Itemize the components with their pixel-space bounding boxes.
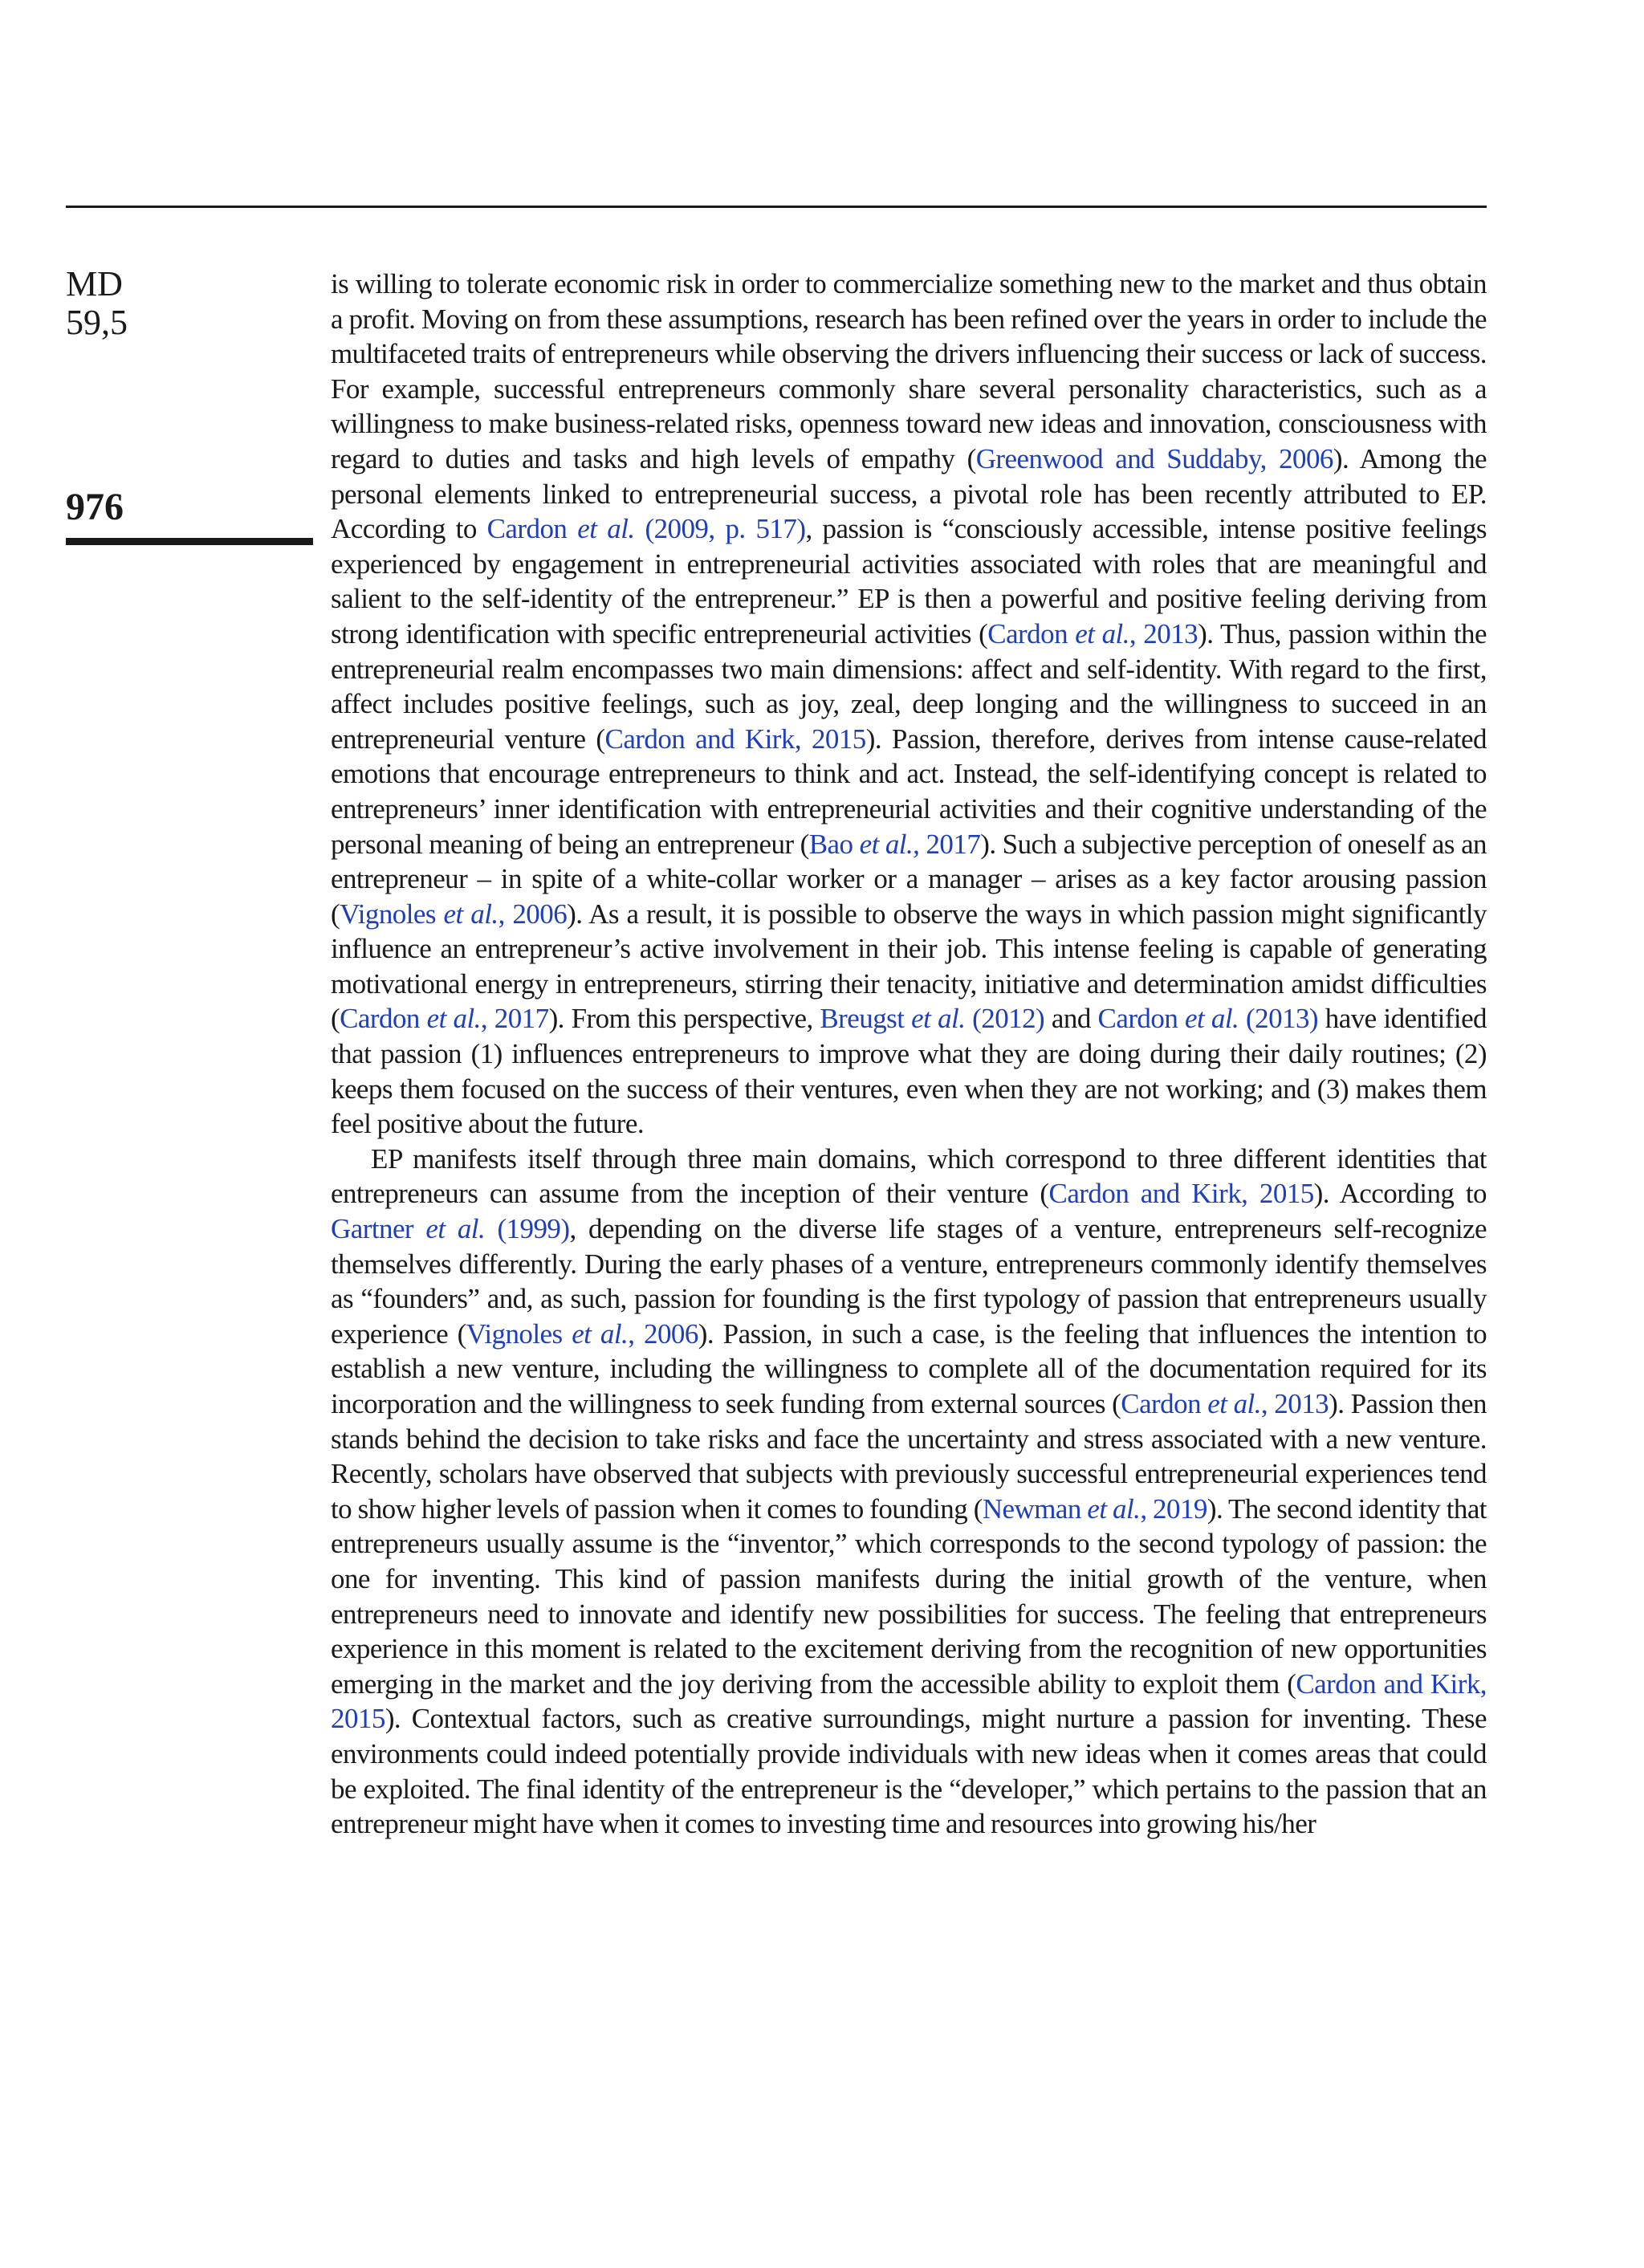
journal-code: MD xyxy=(66,264,123,303)
citation-link[interactable]: Bao xyxy=(808,828,860,860)
citation-link[interactable]: Vignoles xyxy=(466,1317,572,1350)
citation-link[interactable]: Newman xyxy=(982,1492,1088,1525)
paragraph-1 xyxy=(331,267,1487,1142)
citation-link[interactable]: Breugst xyxy=(820,1003,912,1035)
citation-link[interactable]: Cardon xyxy=(1097,1003,1186,1035)
header-rule xyxy=(66,206,1487,208)
body-text-run: ). Contextual factors, such as creative surroundings, might nurture a passion for inventing. These environments could indeed potentially provide individuals with new ideas when it comes areas that could be exploited. The final identity of the entrepreneur is the “developer,” which pertains to the passion that an entrepreneur might have when it comes to investing time and resources into growing his/her xyxy=(331,1703,1487,1840)
body-text-run: ). The second identity that entrepreneurs usually assume is the “inventor,” which corresponds to the second typology of passion: the one for inventing. This kind of passion manifests during the initial growth of the venture, when entrepreneurs need to innovate and identify new possibilities for success. The feeling that entrepreneurs experience in this moment is related to the excitement deriving from the recognition of new opportunities emerging in the market and the joy deriving from the accessible ability to exploit them ( xyxy=(331,1492,1487,1700)
citation-link[interactable]: et al. xyxy=(577,513,635,545)
citation-link[interactable]: , 2019 xyxy=(1140,1492,1207,1525)
page-number-rule xyxy=(66,538,313,545)
citation-link[interactable]: Cardon and Kirk, 2015 xyxy=(331,1667,1487,1735)
citation-link[interactable]: Cardon and Kirk, 2015 xyxy=(604,723,866,755)
citation-link[interactable]: Cardon xyxy=(1121,1388,1208,1419)
citation-link[interactable]: Cardon xyxy=(340,1003,427,1035)
citation-link[interactable]: et al. xyxy=(426,1003,481,1035)
body-text-run: ). Passion, in such a case, is the feeling that influences the intention to establish a new venture, including the willingness to complete all of the documentation required for its incorporation and the willingness to seek funding from external sources ( xyxy=(331,1317,1487,1419)
citation-link[interactable]: et al. xyxy=(1207,1388,1261,1419)
body-text-run: ). Passion then stands behind the decision to take risks and face the uncertainty and stress associated with a new venture. Recently, scholars have observed that subjects with previously successful entrepreneurial experiences tend to show higher levels of passion when it comes to founding ( xyxy=(331,1388,1487,1525)
citation-link[interactable]: et al. xyxy=(1075,617,1129,649)
citation-link[interactable]: (2012) xyxy=(965,1003,1045,1035)
citation-link[interactable]: Vignoles xyxy=(340,898,444,930)
citation-link[interactable]: , 2013 xyxy=(1129,617,1198,649)
volume-issue: 59,5 xyxy=(66,303,128,342)
citation-link[interactable]: (2009, p. 517) xyxy=(634,513,806,545)
citation-link[interactable]: Gartner xyxy=(331,1213,426,1245)
citation-link[interactable]: Cardon and Kirk, 2015 xyxy=(1048,1178,1314,1210)
body-text-run: , passion is “consciously accessible, intense positive feelings experienced by engagement in entrepreneurial activities associated with roles that are meaningful and salient to the self-identity of the entrepreneur.” EP is then a powerful and positive feeling deriving from strong identification with specific entrepreneurial activities ( xyxy=(331,513,1487,649)
citation-link[interactable]: et al. xyxy=(443,898,498,930)
body-text-run: ). Among the personal elements linked to entrepreneurial success, a pivotal role has been recently attributed to EP. According to xyxy=(331,442,1487,545)
citation-link[interactable]: et al. xyxy=(859,828,914,860)
citation-link[interactable]: , 2017 xyxy=(480,1003,549,1035)
body-text-run: and xyxy=(1044,1003,1098,1035)
body-text-run: ). From this perspective, xyxy=(548,1003,820,1035)
citation-link[interactable]: , 2006 xyxy=(628,1317,698,1350)
body-text-run: , depending on the diverse life stages of a venture, entrepreneurs self-recognize themselves differently. During the early phases of a venture, entrepreneurs commonly identify themselves as “founders” and, as such, passion for founding is the first typology of passion that entrepreneurs usually experience ( xyxy=(331,1213,1487,1350)
citation-link[interactable]: , 2017 xyxy=(913,828,981,860)
body-text-run: ). As a result, it is possible to observe the ways in which passion might significantly influence an entrepreneur’s active involvement in their job. This intense feeling is capable of generating motivational energy in entrepreneurs, stirring their tenacity, initiative and determination amidst difficulties ( xyxy=(331,898,1487,1035)
page-number: 976 xyxy=(66,486,124,528)
body-text-run: is willing to tolerate economic risk in order to commercialize something new to the market and thus obtain a profit. Moving on from these assumptions, research has been refined over the years in order to include the multifaceted traits of entrepreneurs while observing the drivers influencing their success or lack of success. For example, successful entrepreneurs commonly share several personality characteristics, such as a willingness to make business-related risks, openness toward new ideas and innovation, consciousness with regard to duties and tasks and high levels of empathy ( xyxy=(331,268,1487,474)
citation-link[interactable]: et al. xyxy=(911,1003,966,1035)
citation-link[interactable]: Cardon xyxy=(486,513,578,545)
body-text-run: EP manifests itself through three main domains, which correspond to three different identities that entrepreneurs can assume from the inception of their venture ( xyxy=(331,1142,1487,1210)
body-text-run: ). Thus, passion within the entrepreneurial realm encompasses two main dimensions: affect and self-identity. With regard to the first, affect includes positive feelings, such as joy, zeal, deep longing and the willingness to succeed in an entrepreneurial venture ( xyxy=(331,617,1487,755)
citation-link[interactable]: Greenwood and Suddaby, 2006 xyxy=(975,442,1333,474)
citation-link[interactable]: et al. xyxy=(1185,1003,1239,1035)
citation-link[interactable]: et al. xyxy=(1087,1492,1141,1525)
body-text-run: have identified that passion (1) influences entrepreneurs to improve what they are doing during their daily routines; (2) keeps them focused on the success of their ventures, even when they are not working; and (3) makes them feel positive about the future. xyxy=(331,1003,1487,1140)
article-body xyxy=(331,267,1487,1842)
citation-link[interactable]: (2013) xyxy=(1239,1003,1319,1035)
citation-link[interactable]: Cardon xyxy=(987,617,1076,649)
citation-link[interactable]: , 2013 xyxy=(1260,1388,1329,1419)
citation-link[interactable]: , 2006 xyxy=(498,898,568,930)
body-text-run: ). Such a subjective perception of oneself as an entrepreneur – in spite of a white-collar worker or a manager – arises as a key factor arousing passion ( xyxy=(331,828,1487,930)
citation-link[interactable]: et al. xyxy=(572,1317,629,1350)
running-head xyxy=(66,265,315,342)
citation-link[interactable]: et al. xyxy=(425,1213,486,1245)
paragraph-2 xyxy=(331,1142,1487,1842)
citation-link[interactable]: (1999) xyxy=(485,1213,570,1245)
body-text-run: ). Passion, therefore, derives from intense cause-related emotions that encourage entrepreneurs to think and act. Instead, the self-identifying concept is related to entrepreneurs’ inner identification with entrepreneurial activities and their cognitive understanding of the personal meaning of being an entrepreneur ( xyxy=(331,723,1487,860)
body-text-run: ). According to xyxy=(1313,1178,1487,1210)
